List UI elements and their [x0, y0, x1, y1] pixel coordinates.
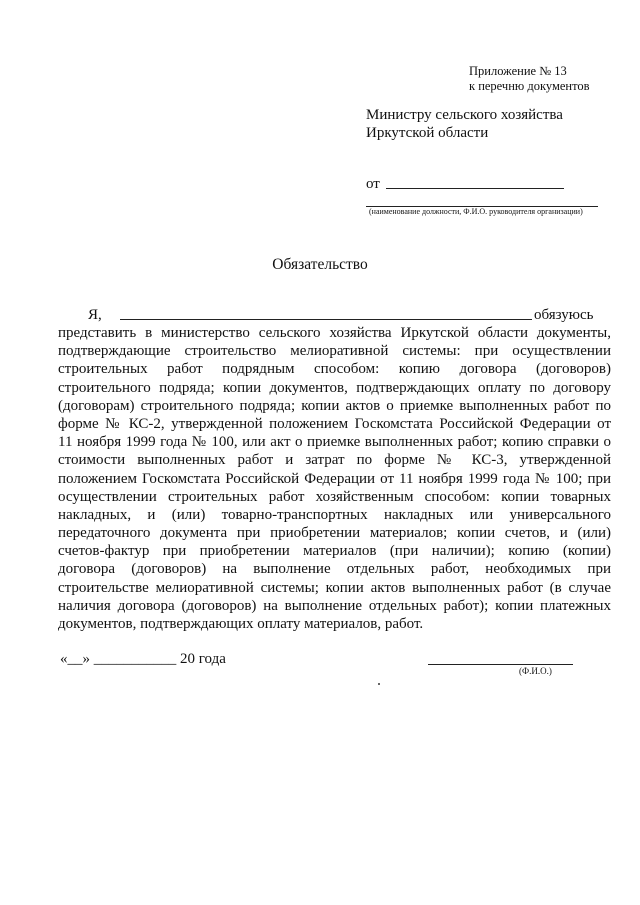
obligation-word: обязуюсь: [534, 307, 594, 323]
paragraph-line: строительстве мелиоративной системы; копии актов выполненных работ (в случае: [58, 579, 611, 596]
paragraph-line: строительных работ подрядным способом: копию договора (договоров): [58, 361, 611, 378]
paragraph-line: строительного подряда; копии документов, подтверждающих оплату по договору: [58, 379, 611, 396]
paragraph-line: осуществлении строительных работ хозяйственным способом: копии товарных: [58, 488, 611, 505]
annex-reference: [469, 64, 590, 94]
paragraph-line: документов, подтверждающих оплату материалов, работ.: [58, 616, 424, 632]
addressee-line-1: Министру сельского хозяйства: [366, 107, 563, 123]
first-word: Я,: [88, 307, 102, 323]
paragraph-line: наличия договора (договоров) на выполнение отдельных работ); копии платежных: [58, 597, 611, 614]
annex-list-ref: к перечню документов: [469, 79, 590, 93]
signatory-name-line: [120, 319, 532, 320]
paragraph-line: 11 ноября 1999 года № 100, или акт о приемке выполненных работ; копию справки о: [58, 434, 611, 451]
date-field: «__» ___________ 20 года: [60, 651, 226, 667]
from-label: от: [366, 176, 380, 192]
sender-name-line: [386, 188, 564, 189]
obligation-paragraph: [58, 324, 611, 633]
paragraph-line: подтверждающие строительство мелиоративной системы: при осуществлении: [58, 343, 611, 360]
fio-caption: (Ф.И.О.): [519, 666, 552, 676]
paragraph-line: форме № КС-2, утвержденной положением Госкомстата Российской Федерации от: [58, 415, 611, 432]
addressee-line-2: Иркутской области: [366, 125, 489, 141]
document-title: Обязательство: [272, 256, 368, 273]
paragraph-line: накладных, и (или) товарно-транспортных накладных или универсального: [58, 506, 611, 523]
paragraph-line: представить в министерство сельского хозяйства Иркутской области документы,: [58, 325, 611, 341]
signature-line: [428, 664, 573, 665]
scan-speck: [378, 683, 380, 685]
paragraph-line: договора (договоров) на выполнение отдельных работ, необходимых при: [58, 561, 611, 578]
paragraph-line: (договорам) строительного подряда; копии актов о приемке выполненных работ по: [58, 397, 611, 414]
paragraph-line: стоимости выполненных работ и затрат по форме № КС-3, утвержденной: [58, 452, 611, 469]
paragraph-line: счетов-фактур при приобретении материалов (при наличии); копию (копии): [58, 543, 611, 560]
paragraph-line: передаточного документа при приобретении материалов; копии счетов, и (или): [58, 525, 611, 542]
sender-caption: (наименование должности, Ф.И.О. руководителя организации): [369, 207, 583, 216]
paragraph-line: положением Госкомстата Российской Федерации от 11 ноября 1999 года № 100; при: [58, 470, 611, 487]
addressee-block: [366, 106, 563, 142]
annex-number: Приложение № 13: [469, 64, 567, 78]
